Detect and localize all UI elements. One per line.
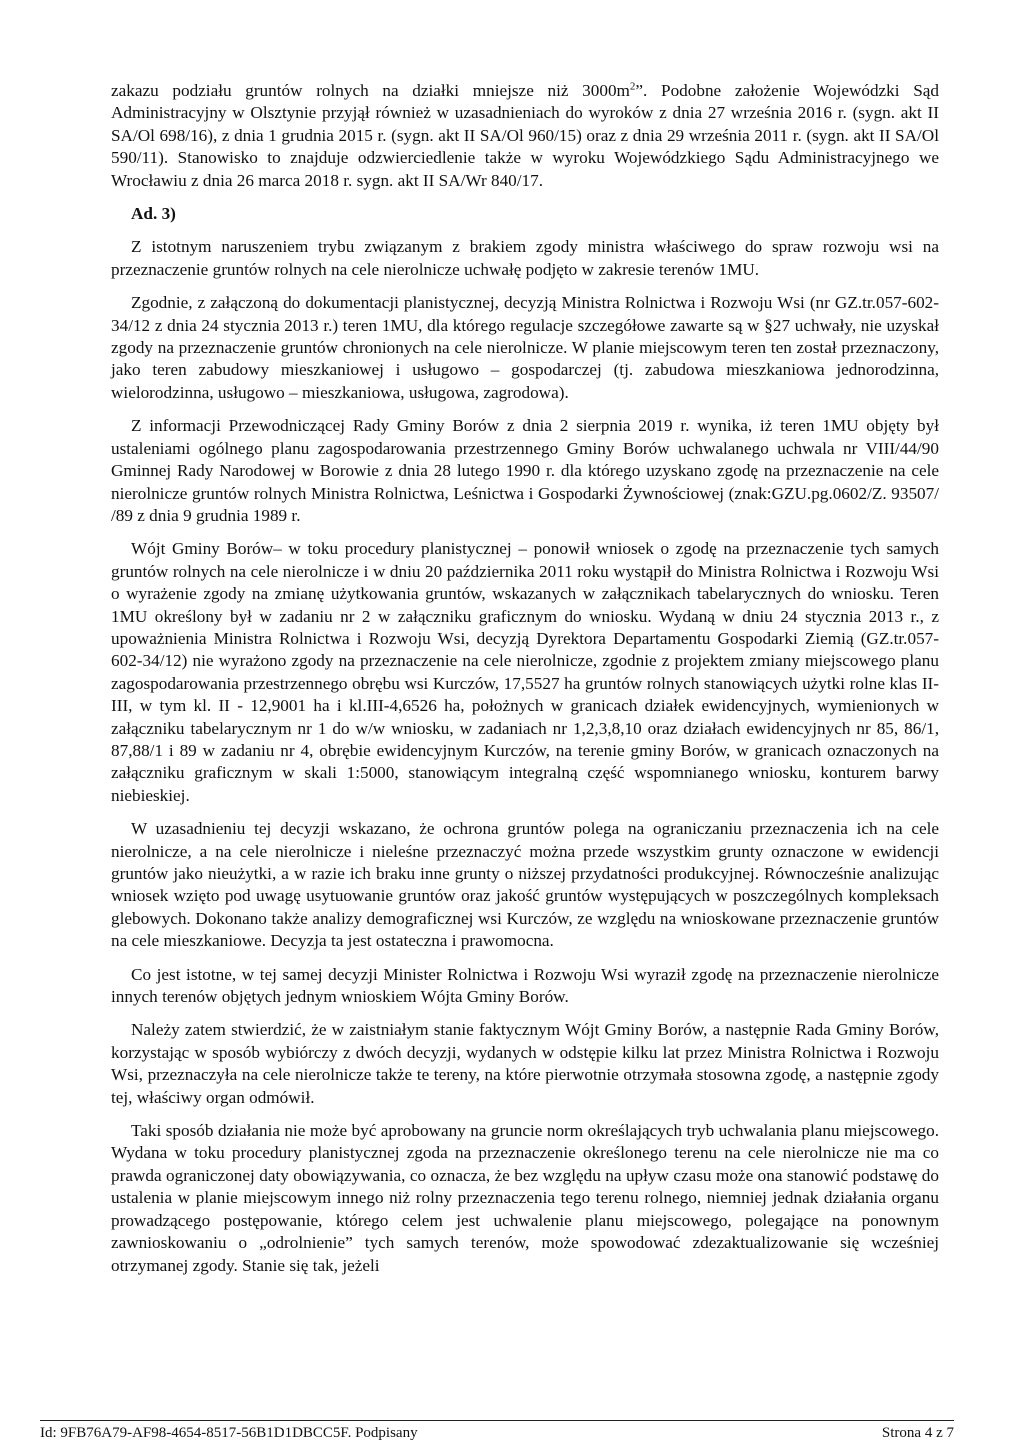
footer-divider [40,1420,954,1421]
paragraph-8: Należy zatem stwierdzić, że w zaistniałym stanie faktycznym Wójt Gminy Borów, a następnie Rada Gminy Borów, korzystając w sposób wybiórczy z dwóch decyzji, wydanych w odstępie kilku lat przez Ministra Rolnictwa i Rozwoju Wsi, przeznaczyła na cele nierolnicze także te tereny, na które pierwotnie otrzymała stosowna zgodę, a następnie zgody tej, właściwy organ odmówił. [111,1020,939,1107]
paragraph-1-text: zakazu podziału gruntów rolnych na działki mniejsze niż 3000m [111,81,630,100]
paragraph-9: Taki sposób działania nie może być aprobowany na gruncie norm określających tryb uchwalania planu miejscowego. Wydana w toku procedury planistycznej zgoda na przeznaczenie określonego terenu na cele nierolnicze nie ma co prawda ograniczonej daty obowiązywania, co oznacza, że bez względu na upływ czasu może ona stanowić podstawę do ustalenia w planie miejscowym innego niż rolny przeznaczenia tego terenu rolnego, niemniej jednak działania organu prowadzącego postępowanie, którego celem jest uchwalenie planu miejscowego, polegające na ponownym zawnioskowaniu o „odrolnienie” tych samych terenów, może spowodować zdezaktualizowanie się wcześniej otrzymanej zgody. Stanie się tak, jeżeli [111,1121,939,1275]
superscript-2: 2 [629,80,636,93]
page-footer [40,1423,954,1443]
paragraph-4: Z informacji Przewodniczącej Rady Gminy Borów z dnia 2 sierpnia 2019 r. wynika, iż teren 1MU objęty był ustaleniami ogólnego planu zagospodarowania przestrzennego Gminy Borów uchwalanego uchwala nr VIII/44/90 Gminnej Rady Narodowej w Borowie z dnia 28 lutego 1990 r. dla którego uzyskano zgodę na przeznaczenie na cele nierolnicze gruntów rolnych Ministra Rolnictwa, Leśnictwa i Gospodarki Żywnościowej (znak:GZU.pg.0602/Z. 93507/ /89 z dnia 9 grudnia 1989 r. [111,416,939,525]
paragraph-2: Z istotnym naruszeniem trybu związanym z brakiem zgody ministra właściwego do spraw rozwoju wsi na przeznaczenie gruntów rolnych na cele nierolnicze uchwałę podjęto w zakresie terenów 1MU. [111,237,939,279]
paragraph-1-text-end: ”. Podobne założenie Wojewódzki Sąd Administracyjny w Olsztynie przyjął również w uzasadnieniach do wyroków z dnia 27 września 2016 r. (sygn. akt II SA/Ol 698/16), z dnia 1 grudnia 2015 r. (sygn. akt II SA/Ol 960/15) oraz z dnia 29 września 2011 r. (sygn. akt II SA/Ol 590/11). Stanowisko to znajduje odzwierciedlenie także w wyroku Wojewódzkiego Sądu Administracyjnego we Wrocławiu z dnia 26 marca 2018 r. sygn. akt II SA/Wr 840/17. [111,81,940,190]
section-heading: Ad. 3) [131,204,176,224]
document-id: Id: 9FB76A79-AF98-4654-8517-56B1D1DBCC5F. Podpisany [40,1425,418,1441]
page-number: Strona 4 z 7 [881,1425,954,1441]
document-body [111,80,939,1277]
paragraph-5: Wójt Gminy Borów– w toku procedury planistycznej – ponowił wniosek o zgodę na przeznaczenie tych samych gruntów rolnych na cele nierolnicze i w dniu 20 października 2011 roku wystąpił do Ministra Rolnictwa i Rozwoju Wsi o wyrażenie zgody na zmianę użytkowania gruntów, wskazanych w załącznikach tabelarycznych do wniosku. Teren 1MU określony był w zadaniu nr 2 w załączniku graficznym do wniosku. Wydaną w dniu 24 stycznia 2013 r., z upoważnienia Ministra Rolnictwa i Rozwoju Wsi, decyzją Dyrektora Departamentu Gospodarki Ziemią (GZ.tr.057-602-34/12) nie wyrażono zgody na przeznaczenie na cele nierolnicze, zgodnie z projektem zmiany miejscowego planu zagospodarowania przestrzennego obrębu wsi Kurczów, 17,5527 ha gruntów rolnych stanowiących użytki rolne klas II-III, w tym kl. II - 12,9001 ha i kl.III-4,6526 ha, położnych w granicach działek ewidencyjnych, wymienionych w załączniku tabelarycznym nr 1 do w/w wniosku, w zadaniach nr 1,2,3,8,10 oraz działach ewidencyjnych nr 85, 86/1, 87,88/1 i 89 w zadaniu nr 4, obrębie ewidencyjnym Kurczów, na terenie gminy Borów, w granicach oznaczonych na załączniku graficznym w skali 1:5000, stanowiącym integralną część wspomnianego wniosku, konturem barwy niebieskiej. [111,539,939,805]
paragraph-continuation [111,80,939,192]
paragraph-6: W uzasadnieniu tej decyzji wskazano, że ochrona gruntów polega na ograniczaniu przeznaczenia ich na cele nierolnicze, a na cele nierolnicze i nieleśne przeznaczyć można przede wszystkim grunty oznaczone w ewidencji gruntów jako nieużytki, a w razie ich braku inne grunty o niższej przydatności produkcyjnej. Równocześnie analizując wniosek wzięto pod uwagę usytuowanie gruntów oraz jakość gruntów występujących w poszczególnych kompleksach glebowych. Dokonano także analizy demograficznej wsi Kurczów, ze względu na wnioskowane przeznaczenie gruntów na cele mieszkaniowe. Decyzja ta jest ostateczna i prawomocna. [111,819,939,951]
paragraph-3: Zgodnie, z załączoną do dokumentacji planistycznej, decyzją Ministra Rolnictwa i Rozwoju Wsi (nr GZ.tr.057-602-34/12 z dnia 24 stycznia 2013 r.) teren 1MU, dla którego regulacje szczegółowe zawarte są w §27 uchwały, nie uzyskał zgody na przeznaczenie gruntów chronionych na cele nierolnicze. W planie miejscowym teren ten został przeznaczony, jako teren zabudowy mieszkaniowej i usługowo – gospodarczej (tj. zabudowa mieszkaniowa jednorodzinna, wielorodzinna, usługowo – mieszkaniowa, usługowa, zagrodowa). [111,293,939,402]
paragraph-7: Co jest istotne, w tej samej decyzji Minister Rolnictwa i Rozwoju Wsi wyraził zgodę na przeznaczenie nierolnicze innych terenów objętych jednym wnioskiem Wójta Gminy Borów. [111,964,939,1007]
